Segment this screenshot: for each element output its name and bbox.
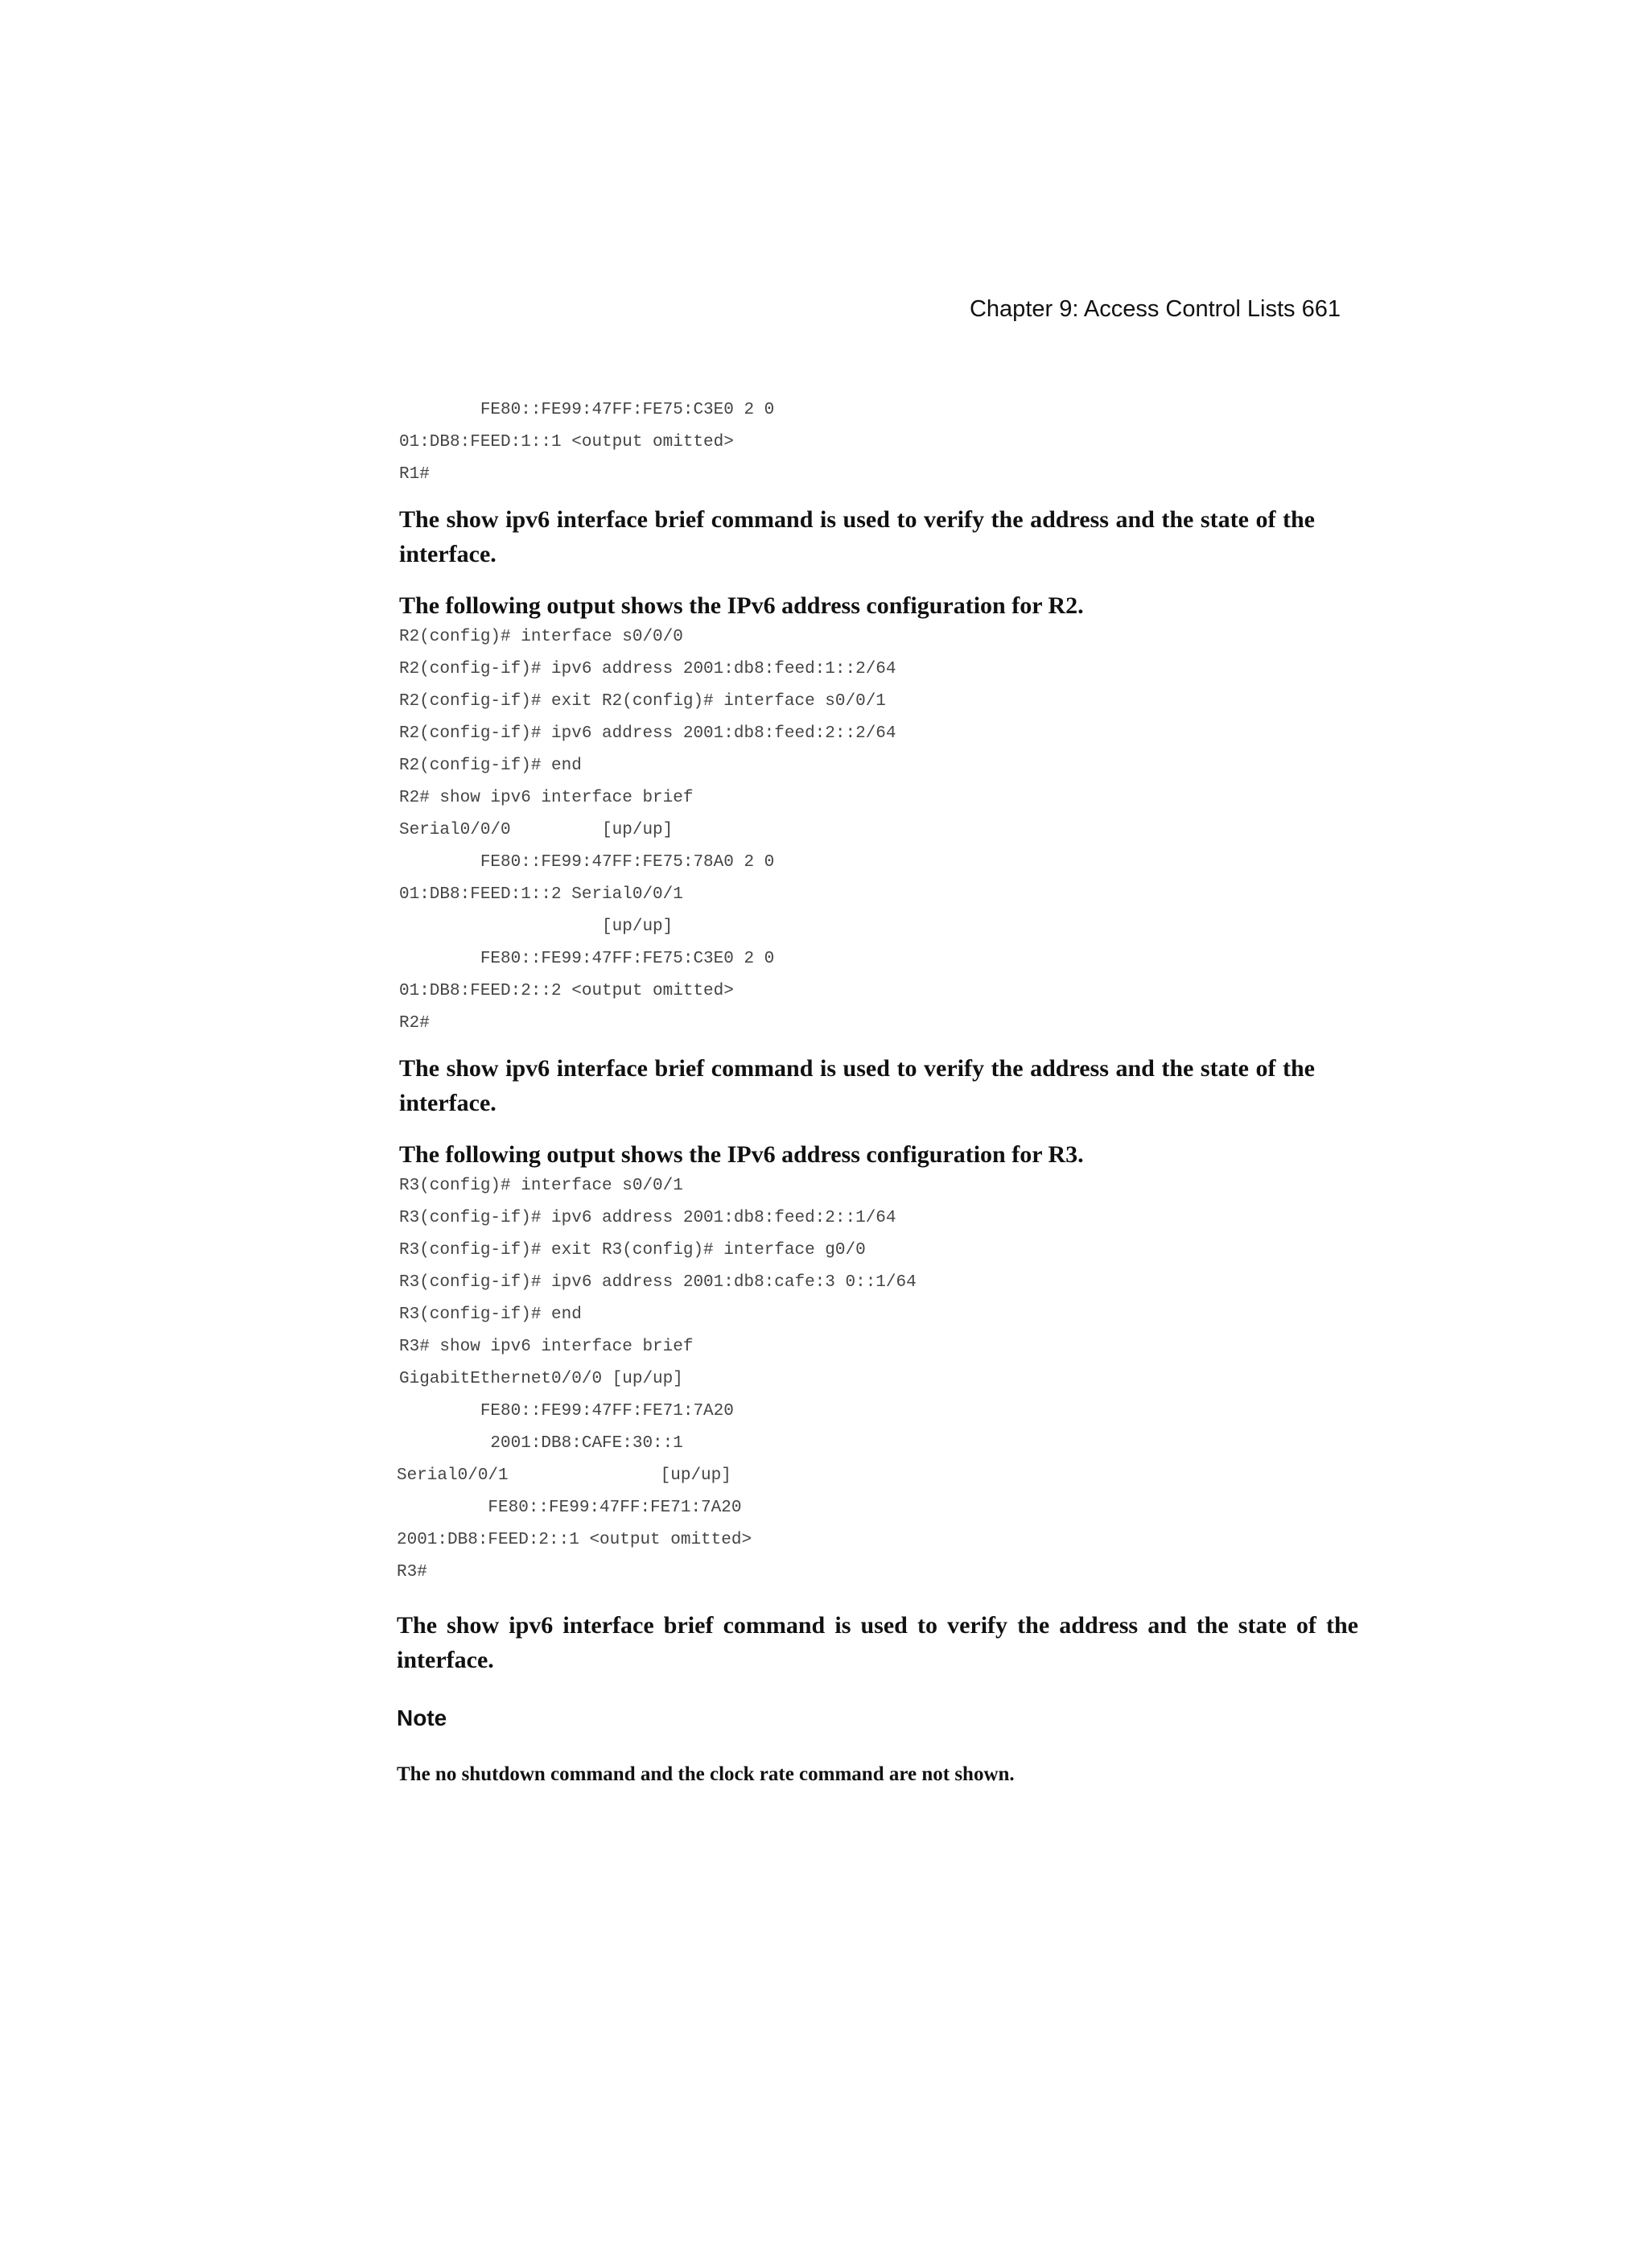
note-heading: Note — [397, 1705, 447, 1730]
r2-intro-paragraph: The following output shows the IPv6 address configuration for R2. — [399, 592, 1084, 619]
code-line: 01:DB8:FEED:1::2 Serial0/0/1 — [399, 885, 683, 904]
code-line: FE80::FE99:47FF:FE75:78A0 2 0 — [399, 853, 775, 872]
code-line: 2001:DB8:CAFE:30::1 — [399, 1434, 683, 1453]
code-line: R1# — [399, 465, 430, 484]
code-line: FE80::FE99:47FF:FE71:7A20 — [397, 1499, 742, 1517]
code-line: R3# show ipv6 interface brief — [399, 1338, 694, 1356]
code-line: R3(config-if)# ipv6 address 2001:db8:feed:2::1/64 — [399, 1209, 896, 1227]
code-line: R2(config-if)# end — [399, 757, 582, 775]
code-line: R3(config-if)# end — [399, 1305, 582, 1324]
code-line: 2001:DB8:FEED:2::1 <output omitted> — [397, 1531, 752, 1549]
code-line: [up/up] — [399, 918, 674, 936]
verify-paragraph-2: The show ipv6 interface brief command is used to verify the address and the state of the interface. — [399, 1055, 1315, 1116]
code-line: 01:DB8:FEED:1::1 <output omitted> — [399, 433, 734, 452]
code-line: GigabitEthernet0/0/0 [up/up] — [399, 1370, 683, 1388]
code-line: R2(config-if)# ipv6 address 2001:db8:feed:2::2/64 — [399, 724, 896, 743]
code-line: 01:DB8:FEED:2::2 <output omitted> — [399, 982, 734, 1000]
code-line: Serial0/0/1 [up/up] — [397, 1466, 731, 1485]
code-line: FE80::FE99:47FF:FE75:C3E0 2 0 — [399, 401, 775, 419]
code-line: R2# — [399, 1014, 430, 1033]
verify-paragraph-1: The show ipv6 interface brief command is used to verify the address and the state of the interface. — [399, 506, 1315, 567]
code-line: R2# show ipv6 interface brief — [399, 789, 694, 807]
code-line: R3(config)# interface s0/0/1 — [399, 1177, 683, 1195]
code-line: Serial0/0/0 [up/up] — [399, 821, 674, 839]
running-header: Chapter 9: Access Control Lists 661 — [969, 296, 1341, 322]
code-line: FE80::FE99:47FF:FE71:7A20 — [399, 1402, 734, 1421]
code-line: R3(config-if)# ipv6 address 2001:db8:cafe:3 0::1/64 — [399, 1273, 917, 1292]
code-line: R2(config)# interface s0/0/0 — [399, 628, 683, 646]
code-line: R3(config-if)# exit R3(config)# interface g0/0 — [399, 1241, 866, 1260]
verify-paragraph-3: The show ipv6 interface brief command is used to verify the address and the state of the interface. — [397, 1612, 1358, 1673]
code-line: R2(config-if)# exit R2(config)# interface s0/0/1 — [399, 692, 886, 711]
code-line: R3# — [397, 1563, 427, 1581]
note-body: The no shutdown command and the clock rate command are not shown. — [397, 1763, 1015, 1785]
code-line: R2(config-if)# ipv6 address 2001:db8:feed:1::2/64 — [399, 660, 896, 678]
r3-intro-paragraph: The following output shows the IPv6 address configuration for R3. — [399, 1141, 1084, 1168]
code-line: FE80::FE99:47FF:FE75:C3E0 2 0 — [399, 950, 775, 968]
